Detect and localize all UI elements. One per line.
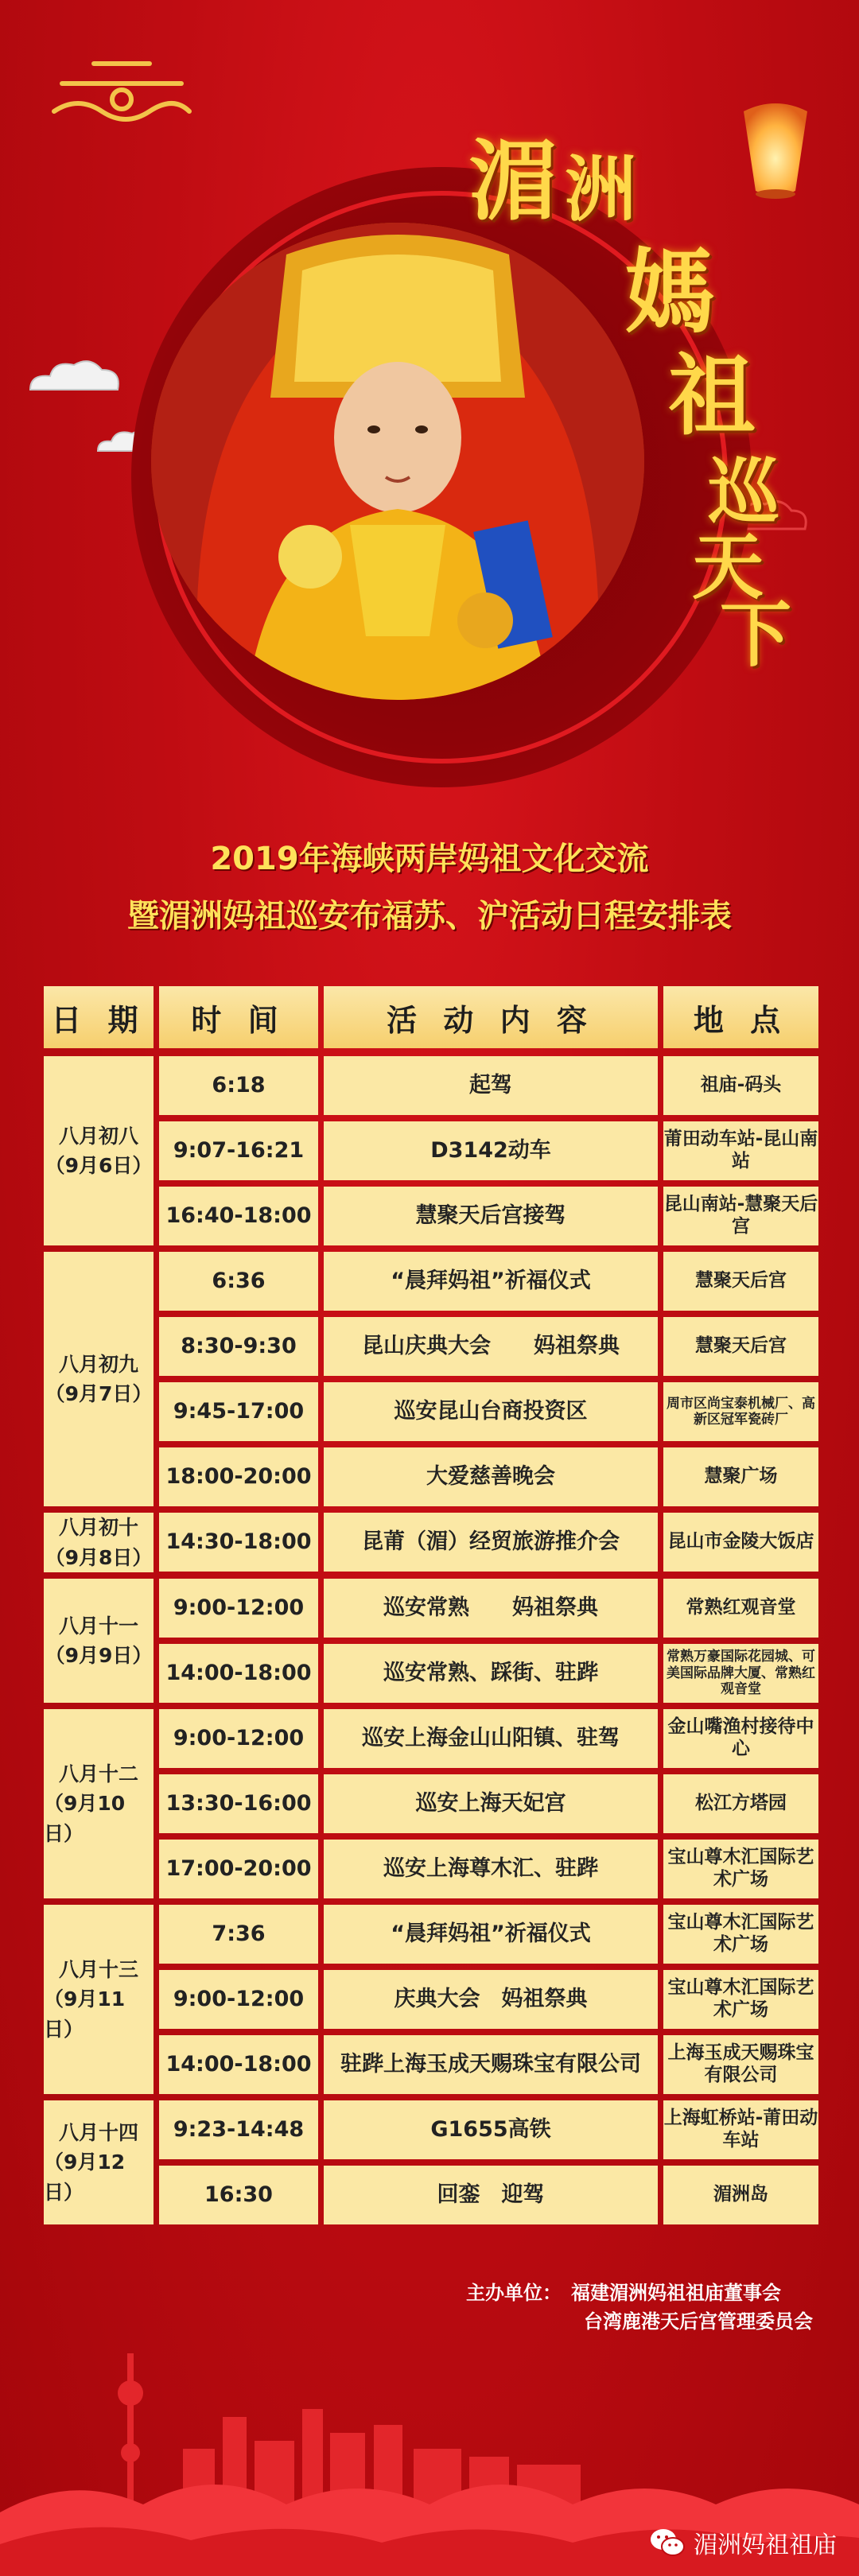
title-char: 湄 [469, 130, 557, 232]
activity-cell: “晨拜妈祖”祈福仪式 [324, 1252, 658, 1311]
activity-cell: 回銮 迎驾 [324, 2166, 658, 2224]
title-char: 下 [720, 593, 791, 677]
date-solar: （9月9日） [45, 1644, 153, 1667]
activity-cell: 庆典大会 妈祖祭典 [324, 1970, 658, 2029]
activity-cell: 驻跸上海玉成天赐珠宝有限公司 [324, 2035, 658, 2094]
activity-cell: 慧聚天后宫接驾 [324, 1187, 658, 1245]
time-cell: 8:30-9:30 [159, 1317, 318, 1376]
activity-cell: D3142动车 [324, 1121, 658, 1180]
date-lunar: 八月初八 [58, 1124, 138, 1148]
title-char: 巡 [708, 449, 779, 534]
date-cell [44, 1709, 154, 1898]
time-cell: 16:30 [159, 2166, 318, 2224]
header-activity: 活 动 内 容 [324, 986, 658, 1048]
time-cell: 9:45-17:00 [159, 1382, 318, 1441]
time-cell: 14:00-18:00 [159, 1644, 318, 1703]
time-cell: 17:00-20:00 [159, 1840, 318, 1898]
time-cell: 13:30-16:00 [159, 1774, 318, 1833]
headline-line-1: 2019年海峡两岸妈祖文化交流 [210, 841, 649, 877]
date-solar: （9月11日） [44, 1987, 126, 2041]
location-cell: 上海玉成天赐珠宝有限公司 [663, 2035, 818, 2094]
location-cell: 慧聚天后宫 [663, 1317, 818, 1376]
activity-cell: 巡安昆山台商投资区 [324, 1382, 658, 1441]
activity-cell: 昆山庆典大会 妈祖祭典 [324, 1317, 658, 1376]
watermark-text: 湄洲妈祖祖庙 [694, 2531, 837, 2559]
location-cell: 莆田动车站-昆山南站 [663, 1121, 818, 1180]
location-cell: 宝山尊木汇国际艺术广场 [663, 1840, 818, 1898]
activity-cell: 巡安常熟、踩街、驻跸 [324, 1644, 658, 1703]
date-lunar: 八月初十 [58, 1516, 138, 1539]
date-cell [44, 1905, 154, 2094]
time-cell: 14:30-18:00 [159, 1513, 318, 1572]
time-cell: 7:36 [159, 1905, 318, 1964]
activity-cell: 巡安常熟 妈祖祭典 [324, 1579, 658, 1638]
date-lunar: 八月十二 [58, 1762, 138, 1785]
location-cell: 常熟万豪国际花园城、可美国际品牌大厦、常熟红观音堂 [663, 1644, 818, 1703]
location-cell: 祖庙-码头 [663, 1056, 818, 1115]
date-cell [44, 2100, 154, 2224]
wechat-icon [649, 2527, 686, 2559]
title-char: 洲 [565, 147, 636, 231]
location-cell: 常熟红观音堂 [663, 1579, 818, 1638]
location-cell: 金山嘴渔村接待中心 [663, 1709, 818, 1768]
date-cell [44, 1579, 154, 1703]
location-cell: 慧聚天后宫 [663, 1252, 818, 1311]
golden-cloud-ornament-icon [46, 56, 197, 127]
location-cell: 松江方塔园 [663, 1774, 818, 1833]
activity-cell: 巡安上海金山山阳镇、驻驾 [324, 1709, 658, 1768]
header-date: 日 期 [44, 986, 154, 1048]
activity-cell: 巡安上海尊木汇、驻跸 [324, 1840, 658, 1898]
organizer-label: 主办单位： [466, 2282, 562, 2304]
location-cell: 上海虹桥站-莆田动车站 [663, 2100, 818, 2159]
location-cell: 宝山尊木汇国际艺术广场 [663, 1905, 818, 1964]
date-solar: （9月8日） [45, 1545, 153, 1569]
date-lunar: 八月十三 [58, 1957, 138, 1981]
date-lunar: 八月初九 [58, 1352, 138, 1376]
location-cell: 昆山南站-慧聚天后宫 [663, 1187, 818, 1245]
date-solar: （9月7日） [45, 1382, 153, 1405]
header-location: 地 点 [663, 986, 818, 1048]
title-char: 媽 [624, 239, 717, 346]
schedule-table [44, 986, 819, 2231]
time-cell: 16:40-18:00 [159, 1187, 318, 1245]
location-cell: 周市区尚宝泰机械厂、高新区冠军瓷砖厂 [663, 1382, 818, 1441]
date-lunar: 八月十一 [58, 1614, 138, 1638]
location-cell: 昆山市金陵大饭店 [663, 1513, 818, 1572]
title-char: 祖 [668, 344, 756, 447]
organizer-line-1: 福建湄洲妈祖祖庙董事会 [571, 2282, 781, 2304]
header-time: 时 间 [159, 986, 318, 1048]
watermark [649, 2525, 837, 2560]
date-cell [44, 1252, 154, 1506]
time-cell: 9:07-16:21 [159, 1121, 318, 1180]
time-cell: 9:23-14:48 [159, 2100, 318, 2159]
title-char: 天 [692, 525, 764, 609]
cloud-icon [22, 354, 126, 402]
date-cell [44, 1513, 154, 1572]
organizer-line-2: 台湾鹿港天后宫管理委员会 [584, 2310, 813, 2333]
date-solar: （9月6日） [45, 1154, 153, 1177]
calligraphy-title [469, 95, 803, 677]
date-solar: （9月12日） [44, 2151, 126, 2204]
location-cell: 慧聚广场 [663, 1447, 818, 1506]
location-cell: 宝山尊木汇国际艺术广场 [663, 1970, 818, 2029]
time-cell: 9:00-12:00 [159, 1970, 318, 2029]
activity-cell: “晨拜妈祖”祈福仪式 [324, 1905, 658, 1964]
activity-cell: 巡安上海天妃宫 [324, 1774, 658, 1833]
location-cell: 湄洲岛 [663, 2166, 818, 2224]
time-cell: 14:00-18:00 [159, 2035, 318, 2094]
activity-cell: 昆莆（湄）经贸旅游推介会 [324, 1513, 658, 1572]
time-cell: 18:00-20:00 [159, 1447, 318, 1506]
time-cell: 9:00-12:00 [159, 1709, 318, 1768]
activity-cell: 起驾 [324, 1056, 658, 1115]
date-cell [44, 1056, 154, 1245]
time-cell: 9:00-12:00 [159, 1579, 318, 1638]
date-solar: （9月10日） [44, 1792, 126, 1845]
date-lunar: 八月十四 [58, 2120, 138, 2144]
headline-line-2: 暨湄洲妈祖巡安布福苏、沪活动日程安排表 [127, 898, 732, 934]
activity-cell: G1655高铁 [324, 2100, 658, 2159]
time-cell: 6:18 [159, 1056, 318, 1115]
activity-cell: 大爱慈善晚会 [324, 1447, 658, 1506]
time-cell: 6:36 [159, 1252, 318, 1311]
